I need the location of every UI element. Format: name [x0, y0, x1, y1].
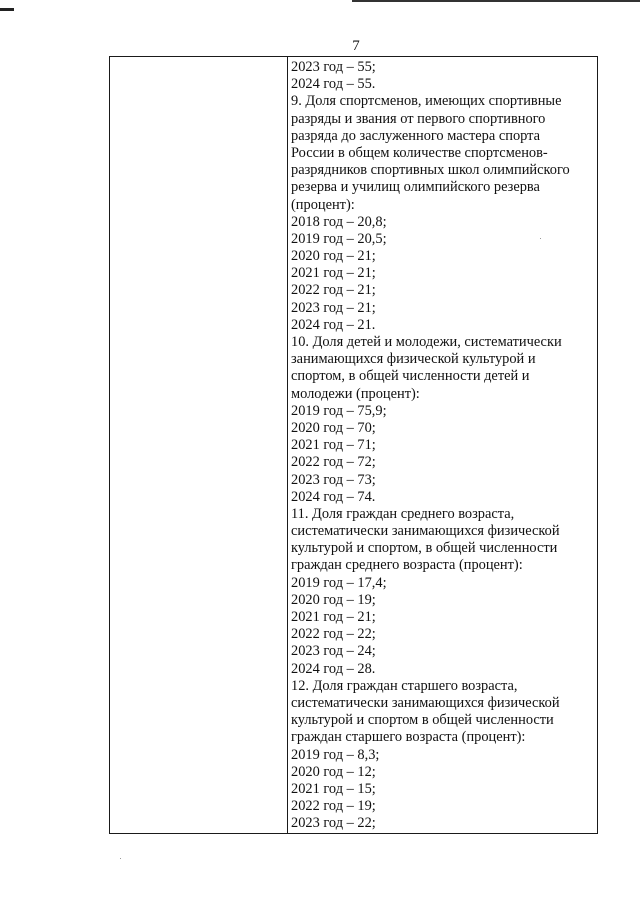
text-line: России в общем количестве спортсменов-: [291, 144, 548, 161]
right-column-cell: [291, 59, 591, 832]
text-line: граждан старшего возраста (процент):: [291, 729, 526, 746]
scan-speck: [120, 858, 121, 859]
text-line: 2021 год – 21;: [291, 265, 376, 282]
text-line: культурой и спортом, в общей численности: [291, 540, 558, 557]
text-line: 2020 год – 21;: [291, 248, 376, 265]
text-line: 11. Доля граждан среднего возраста,: [291, 505, 515, 522]
text-line: 2022 год – 21;: [291, 282, 376, 299]
text-line: 2024 год – 21.: [291, 316, 376, 333]
text-line: 2021 год – 71;: [291, 437, 376, 454]
text-line: 2019 год – 75,9;: [291, 402, 387, 419]
text-line: 2020 год – 12;: [291, 763, 376, 780]
text-line: 2024 год – 55.: [291, 76, 376, 93]
text-line: молодежи (процент):: [291, 385, 420, 402]
text-line: 2022 год – 22;: [291, 626, 376, 643]
text-line: 2019 год – 17,4;: [291, 574, 387, 591]
text-line: 2023 год – 21;: [291, 299, 376, 316]
text-line: 9. Доля спортсменов, имеющих спортивные: [291, 93, 562, 110]
text-line: 10. Доля детей и молодежи, систематически: [291, 334, 562, 350]
page-number: 7: [352, 38, 360, 54]
text-line: разряда до заслуженного мастера спорта: [291, 127, 541, 144]
text-line: 2022 год – 72;: [291, 454, 376, 471]
text-line: 2023 год – 22;: [291, 815, 376, 832]
text-line: 2021 год – 15;: [291, 780, 376, 797]
text-line: 2020 год – 70;: [291, 419, 376, 436]
text-line: 2019 год – 20,5;: [291, 230, 387, 247]
text-line: 2022 год – 19;: [291, 798, 376, 815]
text-line: (процент):: [291, 196, 355, 213]
header-rule: [352, 0, 640, 2]
scan-speck: [540, 238, 541, 239]
text-line: резерва и училищ олимпийского резерва: [291, 179, 540, 196]
text-line: разряды и звания от первого спортивного: [291, 110, 546, 127]
text-line: занимающихся физической культурой и: [291, 351, 536, 368]
text-line: 2023 год – 73;: [291, 471, 376, 488]
text-line: 12. Доля граждан старшего возраста,: [291, 677, 518, 694]
text-line: спортом, в общей численности детей и: [291, 368, 530, 385]
text-line: систематически занимающихся физической: [291, 523, 560, 540]
document-table: [109, 56, 598, 834]
text-line: 2019 год – 8,3;: [291, 746, 380, 763]
text-line: 2018 год – 20,8;: [291, 213, 387, 230]
column-divider: [287, 57, 288, 833]
text-line: граждан среднего возраста (процент):: [291, 557, 523, 574]
text-line: 2024 год – 28.: [291, 660, 376, 677]
text-line: систематически занимающихся физической: [291, 694, 560, 711]
text-line: 2024 год – 74.: [291, 488, 376, 505]
scan-mark: [0, 8, 14, 11]
text-line: 2023 год – 24;: [291, 643, 376, 660]
text-line: 2020 год – 19;: [291, 591, 376, 608]
text-line: культурой и спортом в общей численности: [291, 712, 554, 729]
text-line: 2021 год – 21;: [291, 609, 376, 625]
text-line: 2023 год – 55;: [291, 59, 376, 75]
text-line: разрядников спортивных школ олимпийского: [291, 162, 570, 179]
